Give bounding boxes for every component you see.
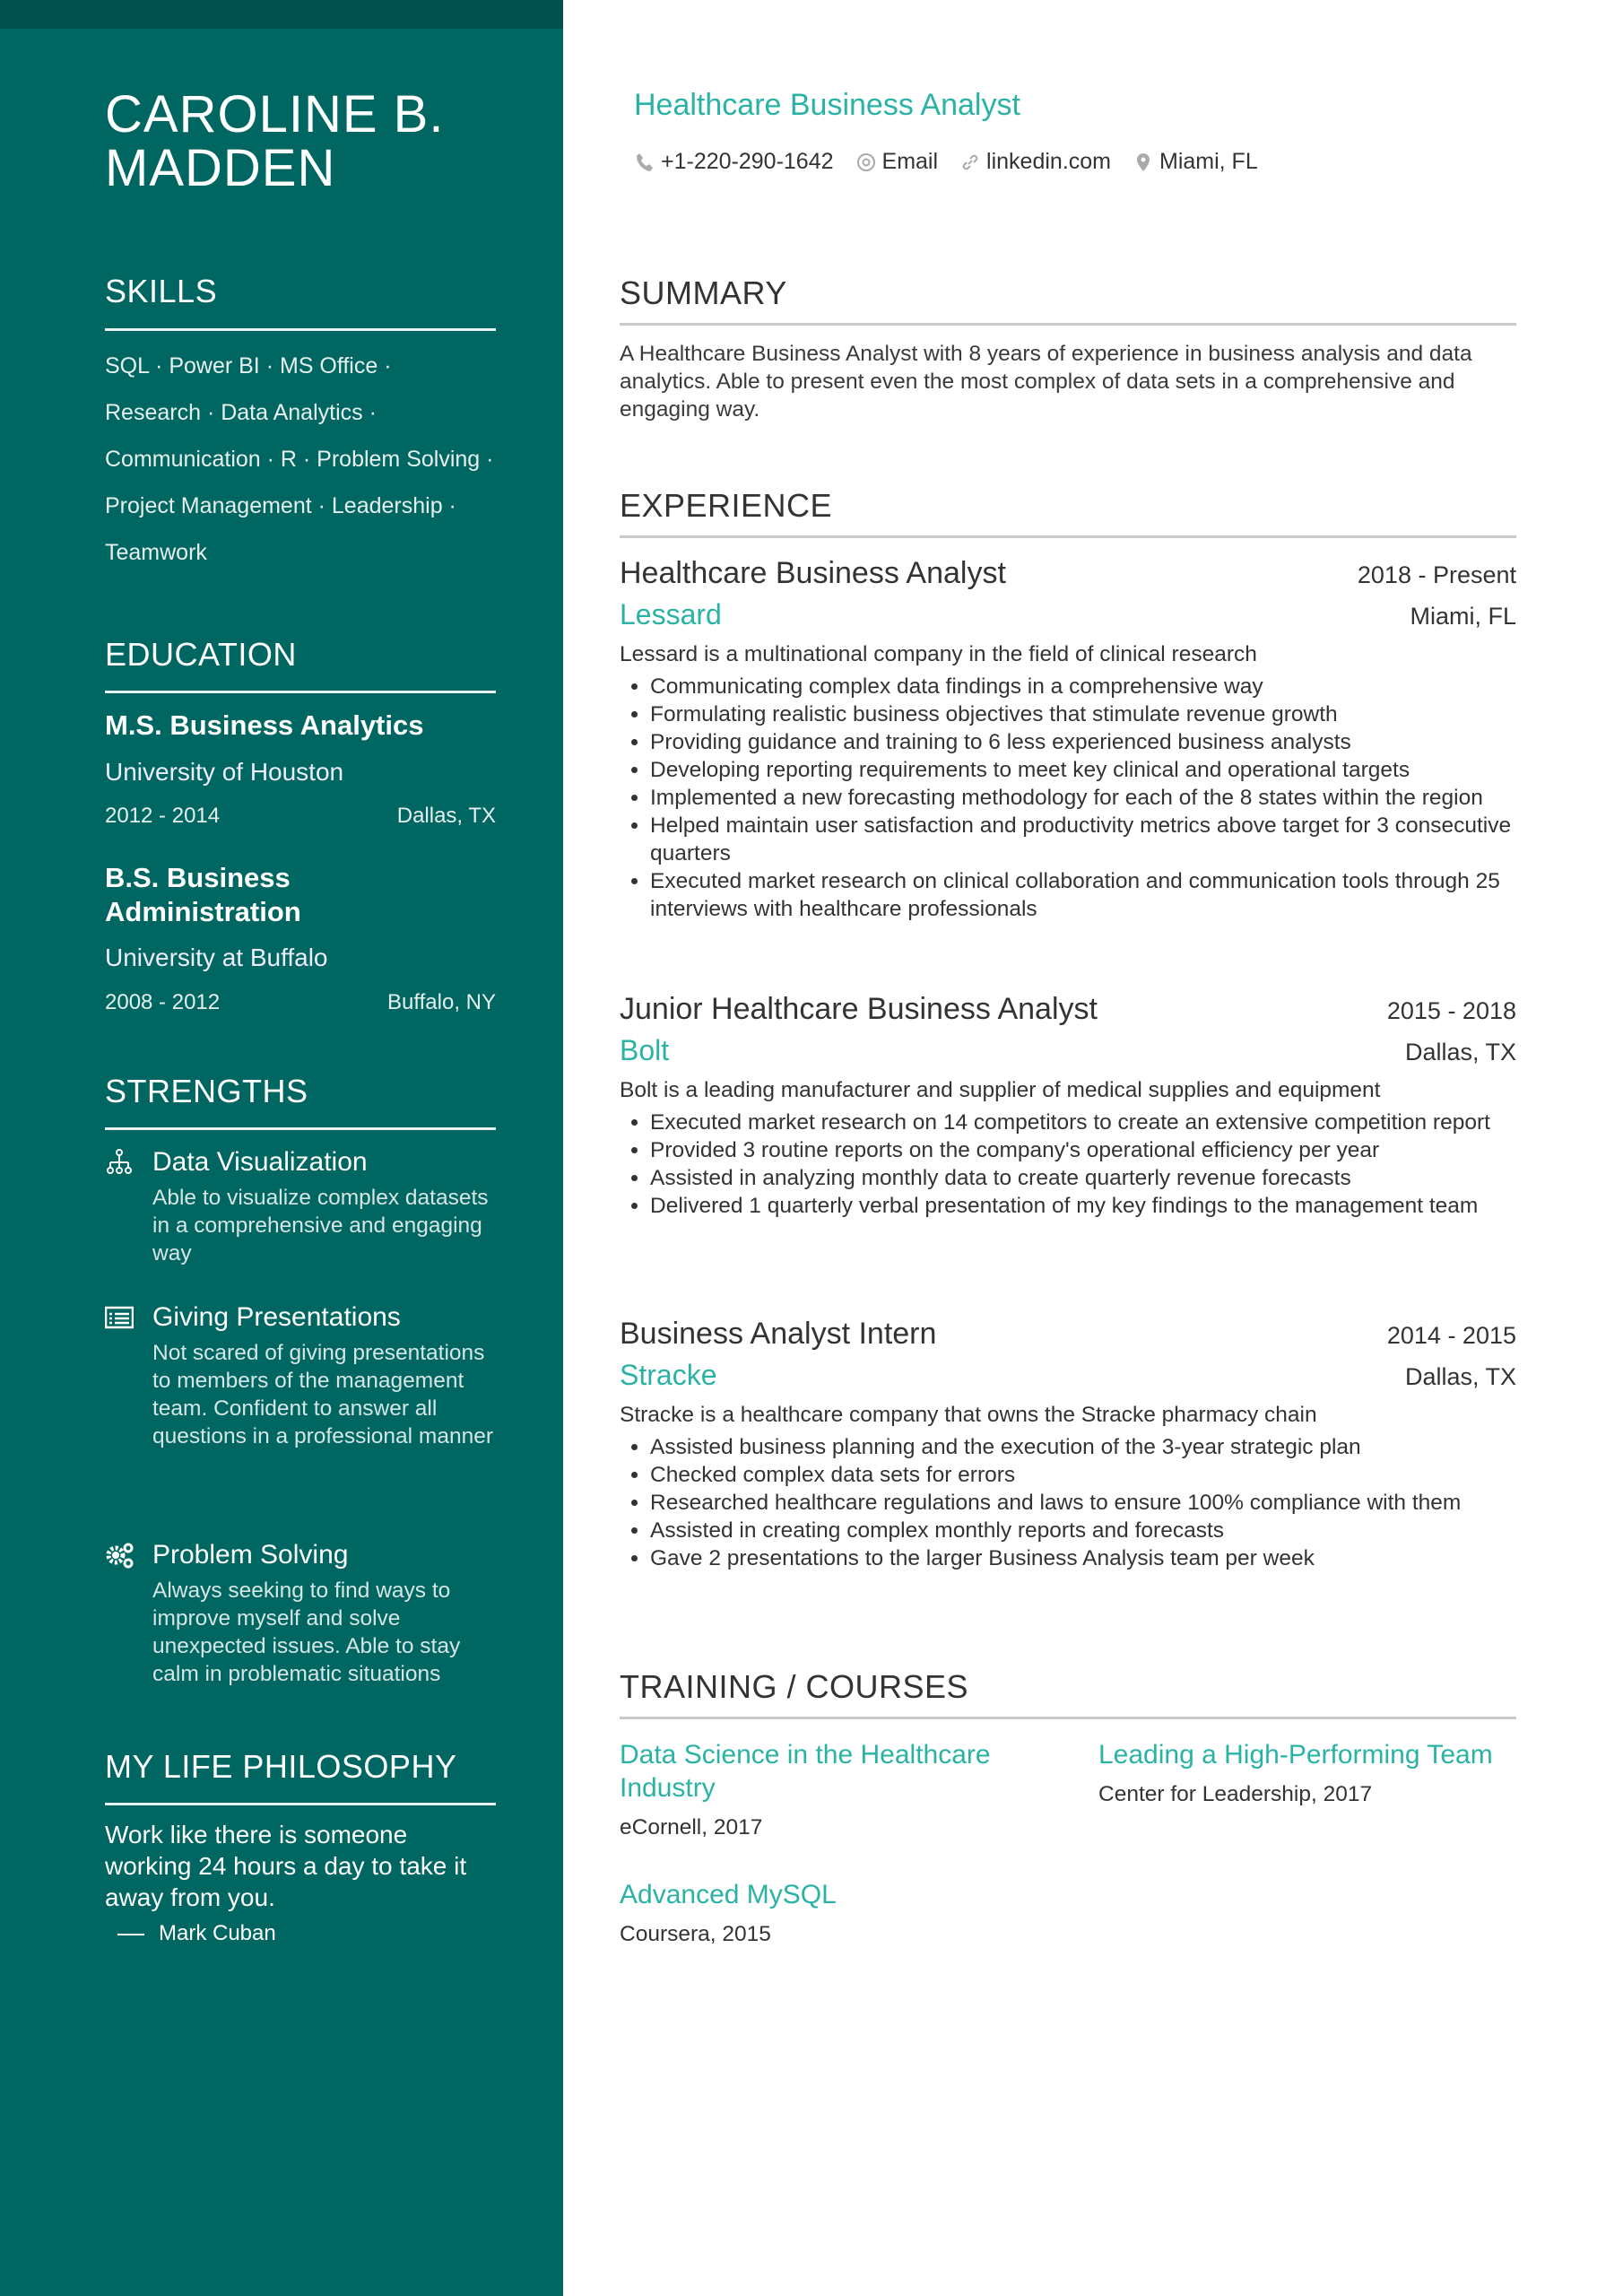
experience-section bbox=[620, 487, 1516, 538]
bullet-item: • Executed market research on clinical collaboration and communication tools through 25 interviews with healthcare professionals bbox=[650, 867, 1516, 923]
divider bbox=[105, 328, 496, 331]
location-text: Miami, FL bbox=[1159, 149, 1258, 174]
headline: Healthcare Business Analyst bbox=[634, 88, 1020, 122]
bullet-item: • Gave 2 presentations to the larger Business Analysis team per week bbox=[650, 1544, 1516, 1572]
school: University of Houston bbox=[105, 758, 344, 786]
edu-dates: 2008 - 2012 bbox=[105, 990, 221, 1014]
strength-desc: Able to visualize complex datasets in a comprehensive and engaging way bbox=[152, 1186, 489, 1265]
job-title: Junior Healthcare Business Analyst bbox=[620, 992, 1098, 1026]
name-line-2: MADDEN bbox=[105, 139, 336, 197]
bullet-item: • Providing guidance and training to 6 less experienced business analysts bbox=[650, 728, 1516, 756]
course-title: Leading a High-Performing Team bbox=[1098, 1740, 1493, 1770]
education-meta bbox=[105, 990, 496, 1015]
quote-author: Mark Cuban bbox=[117, 1921, 276, 1946]
job-bullets bbox=[650, 673, 1516, 923]
summary-section bbox=[620, 274, 1516, 423]
sidebar bbox=[0, 0, 563, 2296]
bullet-item: • Executed market research on 14 competitors to create an extensive competition report bbox=[650, 1109, 1516, 1136]
candidate-name bbox=[105, 85, 445, 197]
strength-item bbox=[105, 1300, 496, 1450]
course-item bbox=[620, 1878, 1050, 1947]
edu-location: Buffalo, NY bbox=[387, 990, 496, 1014]
contact-phone[interactable] bbox=[634, 149, 834, 175]
sidebar-top-bar bbox=[0, 0, 563, 29]
contact-location bbox=[1133, 149, 1258, 175]
job-bullets bbox=[650, 1109, 1516, 1220]
contact-bar bbox=[634, 149, 1258, 175]
skills-line: Communication · R · Problem Solving · bbox=[105, 447, 494, 472]
job-bullets bbox=[650, 1433, 1516, 1572]
skills-line: SQL · Power BI · MS Office · bbox=[105, 353, 392, 378]
summary-text: A Healthcare Business Analyst with 8 years of experience in business analysis and data analytics. Able to present even the most complex of data sets in a comprehensive and engaging way. bbox=[620, 342, 1472, 422]
bullet-item: • Helped maintain user satisfaction and productivity metrics above target for 3 consecutive quarters bbox=[650, 812, 1516, 867]
map-pin-icon bbox=[1133, 152, 1154, 173]
bullet-item: • Delivered 1 quarterly verbal presentation of my key findings to the management team bbox=[650, 1192, 1516, 1220]
bullet-item: • Assisted business planning and the execution of the 3-year strategic plan bbox=[650, 1433, 1516, 1461]
bullet-item: • Checked complex data sets for errors bbox=[650, 1461, 1516, 1489]
phone-text: +1-220-290-1642 bbox=[661, 149, 834, 174]
education-meta bbox=[105, 804, 496, 829]
skills-heading: SKILLS bbox=[105, 273, 218, 309]
course-source: eCornell, 2017 bbox=[620, 1815, 763, 1839]
course-source: Coursera, 2015 bbox=[620, 1922, 771, 1946]
company-name: Bolt bbox=[620, 1034, 670, 1066]
job-entry bbox=[620, 992, 1516, 1220]
contact-linkedin[interactable] bbox=[959, 149, 1111, 175]
course-item bbox=[620, 1738, 1050, 1840]
bullet-item: • Provided 3 routine reports on the company's operational efficiency per year bbox=[650, 1136, 1516, 1164]
strength-title: Data Visualization bbox=[152, 1147, 368, 1177]
job-title: Business Analyst Intern bbox=[620, 1317, 937, 1351]
education-heading: EDUCATION bbox=[105, 636, 297, 673]
strength-desc: Not scared of giving presentations to members of the management team. Confident to answer all questions in a professional manner bbox=[152, 1341, 493, 1448]
bullet-item: • Communicating complex data findings in a comprehensive way bbox=[650, 673, 1516, 700]
divider bbox=[105, 1803, 496, 1805]
philosophy-quote: Work like there is someone working 24 hours a day to take it away from you. bbox=[105, 1821, 467, 1911]
strength-title: Problem Solving bbox=[152, 1540, 349, 1570]
job-dates: 2014 - 2015 bbox=[1386, 1322, 1516, 1349]
company-desc: Stracke is a healthcare company that owns the Stracke pharmacy chain bbox=[620, 1403, 1317, 1427]
divider bbox=[105, 691, 496, 693]
skills-line: Project Management · Leadership · bbox=[105, 493, 456, 518]
bullet-item: • Developing reporting requirements to meet key clinical and operational targets bbox=[650, 756, 1516, 784]
at-icon bbox=[855, 152, 877, 173]
job-dates: 2015 - 2018 bbox=[1386, 997, 1516, 1024]
degree: M.S. Business Analytics bbox=[105, 709, 424, 741]
email-text: Email bbox=[881, 149, 939, 174]
job-title: Healthcare Business Analyst bbox=[620, 556, 1006, 590]
skills-line: Teamwork bbox=[105, 540, 207, 565]
gears-icon bbox=[105, 1541, 134, 1570]
degree: B.S. Business Administration bbox=[105, 862, 301, 927]
company-desc: Lessard is a multinational company in the field of clinical research bbox=[620, 642, 1257, 666]
experience-heading: EXPERIENCE bbox=[620, 487, 1516, 538]
skills-line: Research · Data Analytics · bbox=[105, 400, 377, 425]
sitemap-icon bbox=[105, 1148, 134, 1177]
contact-email[interactable] bbox=[855, 149, 939, 175]
skills-list bbox=[105, 343, 493, 576]
strength-item bbox=[105, 1144, 496, 1267]
linkedin-text: linkedin.com bbox=[986, 149, 1111, 174]
bullet-item: • Assisted in creating complex monthly reports and forecasts bbox=[650, 1517, 1516, 1544]
training-section bbox=[620, 1668, 1516, 1719]
training-heading: TRAINING / COURSES bbox=[620, 1668, 1516, 1719]
bullet-item: • Assisted in analyzing monthly data to create quarterly revenue forecasts bbox=[650, 1164, 1516, 1192]
job-location: Dallas, TX bbox=[1404, 1363, 1516, 1390]
school: University at Buffalo bbox=[105, 944, 328, 971]
strengths-heading: STRENGTHS bbox=[105, 1073, 308, 1109]
strength-desc: Always seeking to find ways to improve myself and solve unexpected issues. Able to stay calm in problematic situations bbox=[152, 1578, 461, 1686]
link-icon bbox=[959, 152, 981, 173]
summary-heading: SUMMARY bbox=[620, 274, 1516, 326]
company-desc: Bolt is a leading manufacturer and supplier of medical supplies and equipment bbox=[620, 1078, 1381, 1102]
name-line-1: CAROLINE B. bbox=[105, 85, 445, 144]
job-dates: 2018 - Present bbox=[1357, 561, 1516, 588]
bullet-item: • Researched healthcare regulations and laws to ensure 100% compliance with them bbox=[650, 1489, 1516, 1517]
job-entry bbox=[620, 1317, 1516, 1572]
job-location: Dallas, TX bbox=[1404, 1039, 1516, 1065]
course-source: Center for Leadership, 2017 bbox=[1098, 1782, 1373, 1806]
bullet-item: • Implemented a new forecasting methodology for each of the 8 states within the region bbox=[650, 784, 1516, 812]
divider bbox=[105, 1127, 496, 1130]
course-item bbox=[1098, 1738, 1529, 1807]
job-location: Miami, FL bbox=[1410, 603, 1516, 630]
company-name: Lessard bbox=[620, 598, 722, 631]
company-name: Stracke bbox=[620, 1359, 717, 1391]
list-icon bbox=[105, 1303, 134, 1332]
course-title: Advanced MySQL bbox=[620, 1880, 837, 1909]
edu-location: Dallas, TX bbox=[396, 804, 496, 828]
philosophy-heading: MY LIFE PHILOSOPHY bbox=[105, 1748, 457, 1785]
bullet-item: • Formulating realistic business objectives that stimulate revenue growth bbox=[650, 700, 1516, 728]
phone-icon bbox=[634, 152, 655, 173]
course-title: Data Science in the Healthcare Industry bbox=[620, 1740, 991, 1803]
edu-dates: 2012 - 2014 bbox=[105, 804, 221, 828]
strength-item bbox=[105, 1537, 496, 1688]
strength-title: Giving Presentations bbox=[152, 1302, 401, 1332]
job-entry bbox=[620, 556, 1516, 923]
